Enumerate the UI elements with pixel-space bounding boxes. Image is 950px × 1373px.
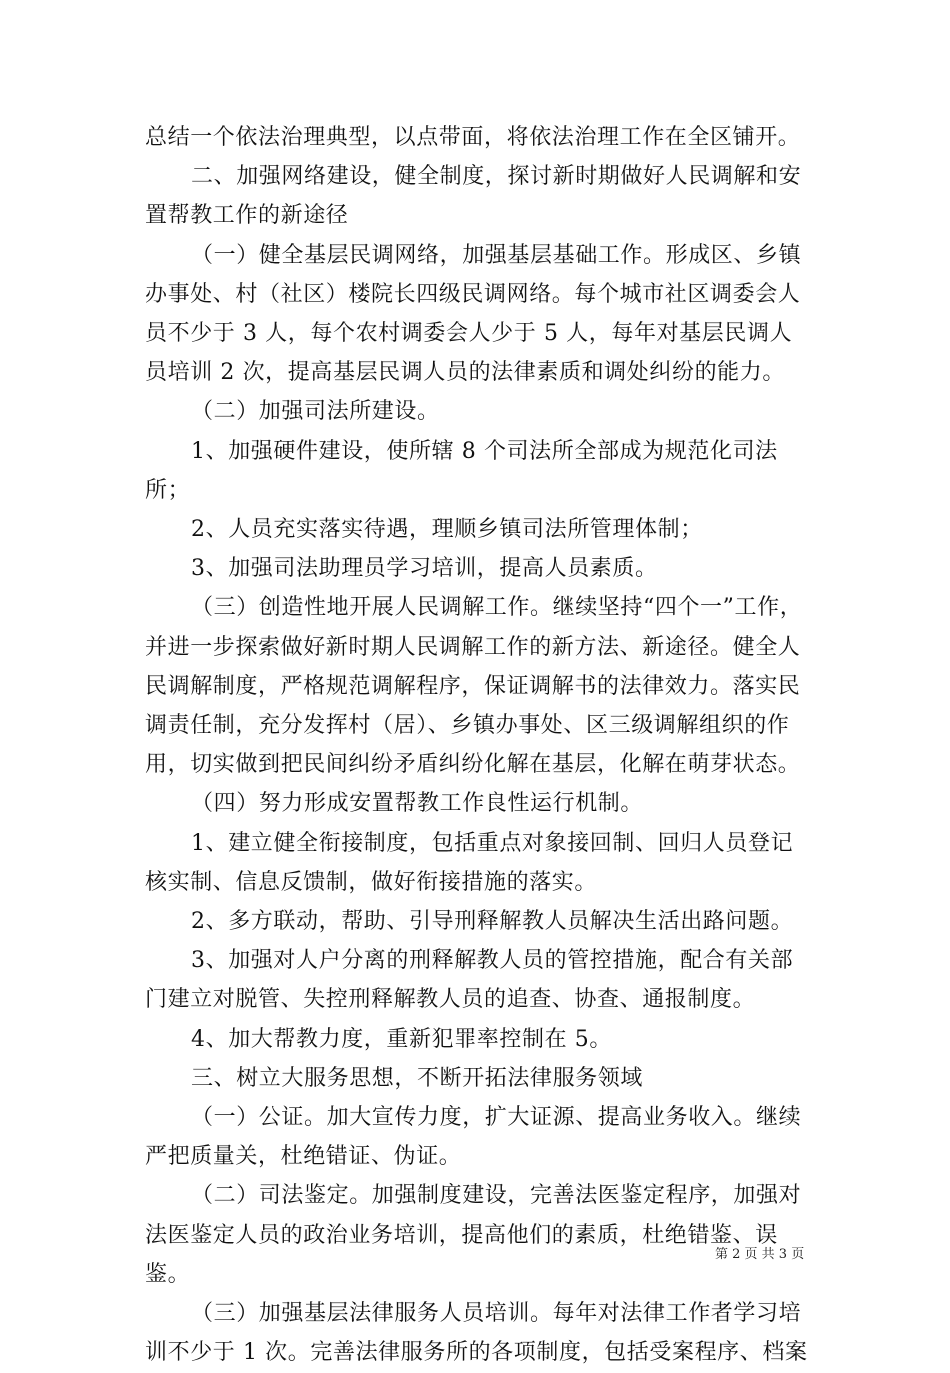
section-heading: 三、树立大服务思想，不断开拓法律服务领域 (191, 1065, 644, 1091)
list-item: 1、加强硬件建设，使所辖 8 个司法所全部成为规范化司法所； (145, 438, 778, 503)
list-item: 2、多方联动，帮助、引导刑释解教人员解决生活出路问题。 (191, 909, 794, 935)
subsection-heading: （二）加强司法所建设。 (191, 399, 440, 425)
list-item: 3、加强对人户分离的刑释解教人员的管控措施，配合有关部门建立对脱管、失控刑释解教人员的追查、协查、通报制度。 (145, 948, 794, 1013)
page-number-footer: 第 2 页 共 3 页 (715, 1247, 805, 1262)
paragraph: （一）健全基层民调网络，加强基层基础工作。形成区、乡镇办事处、村（社区）楼院长四级民调网络。每个城市社区调委会人员不少于 3 人，每个农村调委会人少于 5 人，每年对基层民调人员培训 2 次，提高基层民调人员的法律素质和调处纠纷的能力。 (145, 242, 802, 386)
list-item: 2、人员充实落实待遇，理顺乡镇司法所管理体制； (191, 517, 703, 543)
paragraph: （三）加强基层法律服务人员培训。每年对法律工作者学习培训不少于 1 次。完善法律服务所的各项制度，包括受案程序、档案 (145, 1301, 808, 1366)
list-item: 4、加大帮教力度，重新犯罪率控制在 5。 (191, 1026, 612, 1052)
list-item: 3、加强司法助理员学习培训，提高人员素质。 (191, 556, 658, 582)
document-body (145, 118, 813, 1373)
paragraph: （三）创造性地开展人民调解工作。继续坚持“四个一”工作，并进一步探索做好新时期人民调解工作的新方法、新途径。健全人民调解制度，严格规范调解程序，保证调解书的法律效力。落实民调责任制，充分发挥村（居）、乡镇办事处、区三级调解组织的作用，切实做到把民间纠纷矛盾纠纷化解在基层，化解在萌芽状态。 (145, 595, 803, 778)
paragraph: 总结一个依法治理典型，以点带面，将依法治理工作在全区铺开。 (145, 125, 801, 150)
paragraph: （二）司法鉴定。加强制度建设，完善法医鉴定程序，加强对法医鉴定人员的政治业务培训，提高他们的素质，杜绝错鉴、误鉴。 (145, 1183, 802, 1287)
subsection-heading: （四）努力形成安置帮教工作良性运行机制。 (191, 791, 644, 817)
paragraph: （一）公证。加大宣传力度，扩大证源、提高业务收入。继续严把质量关，杜绝错证、伪证。 (145, 1105, 802, 1170)
list-item: 1、建立健全衔接制度，包括重点对象接回制、回归人员登记核实制、信息反馈制，做好衔接措施的落实。 (145, 830, 794, 895)
section-heading: 二、加强网络建设，健全制度，探讨新时期做好人民调解和安置帮教工作的新途径 (145, 164, 802, 229)
